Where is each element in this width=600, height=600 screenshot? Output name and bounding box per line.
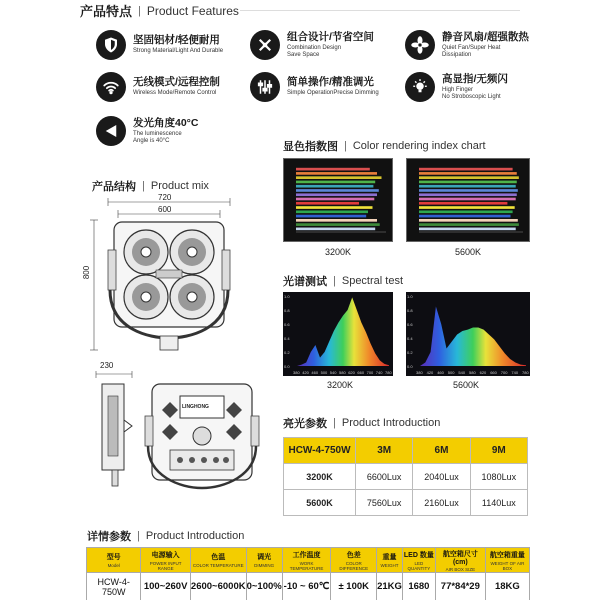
fixture-brand-label: LINGHONG — [182, 404, 209, 410]
cri-title-cn: 显色指数图 — [283, 141, 338, 153]
cri-bar — [419, 210, 513, 213]
slider-controls-icon — [250, 72, 280, 102]
cri-bar — [296, 193, 377, 196]
cri-caption-5600k: 5600K — [454, 247, 482, 257]
intro-distance: 3M — [356, 438, 413, 464]
intro-header — [283, 415, 440, 431]
cri-bar — [296, 210, 368, 213]
cri-bar — [419, 228, 516, 231]
spectral-ytick: 0.4 — [407, 336, 413, 341]
feature-design — [250, 30, 374, 60]
shield-icon — [96, 30, 126, 60]
spectral-title-sep: | — [333, 275, 336, 287]
intro-table — [283, 437, 528, 516]
spectral-xtick: 460 — [437, 370, 444, 375]
spectral-xtick: 420 — [426, 370, 434, 375]
intro-lux: 2160Lux — [413, 490, 470, 516]
feature-wireless-en: Wireless Mode/Remote Control — [133, 90, 217, 97]
spec-col-power: 电源输入 POWER INPUT RANGE — [141, 548, 191, 573]
intro-model: HCW-4-750W — [284, 438, 356, 464]
spec-col-color-temp: 色温 COLOR TEMPERATURE — [190, 548, 246, 573]
intro-temp: 5600K — [284, 490, 356, 516]
spectral-ytick: 0.0 — [407, 364, 413, 369]
cri-bar — [419, 172, 517, 175]
cri-bar — [296, 172, 377, 175]
features-rule — [240, 10, 520, 11]
cri-bar — [419, 215, 511, 218]
spec-val-model: HCW-4-750W — [87, 573, 141, 600]
spectral-ytick: 0.2 — [284, 350, 290, 355]
features-title-sep: | — [138, 4, 141, 17]
feature-fan — [405, 30, 529, 60]
spectral-title-cn: 光谱测试 — [283, 276, 327, 288]
feature-shield-en: Strong Material/Light And Durable — [133, 48, 224, 55]
cri-chart-3200k — [283, 158, 393, 242]
cri-bar — [296, 185, 373, 188]
fixture-side-view — [92, 370, 140, 490]
spectral-caption-3200k: 3200K — [326, 380, 354, 390]
spectral-chart-5600k — [406, 292, 530, 376]
cri-bar — [419, 219, 518, 222]
fixture-back-view — [140, 376, 265, 494]
structure-title-sep: | — [142, 180, 145, 192]
spectral-xtick: 780 — [522, 370, 529, 375]
feature-beam-angle-cn: 发光角度40°C — [133, 116, 199, 129]
spectral-xtick: 380 — [416, 370, 423, 375]
feature-fan-en: Quiet Fan/Super Heat Dissipation — [442, 45, 501, 58]
cri-bar — [296, 206, 373, 209]
cri-bar — [419, 185, 516, 188]
spec-header — [87, 528, 244, 544]
spectral-ytick: 1.0 — [407, 294, 413, 299]
spectral-xtick: 540 — [329, 370, 337, 375]
spec-title-en: Product Introduction — [145, 530, 245, 542]
intro-distance: 6M — [413, 438, 470, 464]
design-tools-icon — [250, 30, 280, 60]
spec-val-box-weight: 18KG — [485, 573, 529, 600]
intro-title-sep: | — [333, 417, 336, 429]
spectral-ytick: 0.8 — [284, 308, 290, 313]
spec-table-header — [87, 548, 530, 573]
spectral-xtick: 620 — [479, 370, 487, 375]
cri-title-en: Color rendering index chart — [352, 140, 486, 152]
cri-bar — [296, 176, 382, 179]
spectral-xtick: 700 — [366, 370, 374, 375]
cri-bar — [419, 168, 513, 171]
spectral-xtick: 460 — [311, 370, 319, 375]
feature-shield — [96, 30, 223, 60]
cri-header — [283, 138, 486, 154]
spectral-ytick: 0.6 — [284, 322, 290, 327]
spec-title-sep: | — [137, 530, 140, 542]
features-header — [80, 1, 239, 20]
feature-shield-cn: 坚固铝材/轻便耐用 — [133, 33, 220, 46]
cri-bar — [419, 198, 516, 201]
cri-bar — [296, 215, 366, 218]
cri-chart-3200k-svg — [284, 159, 392, 241]
cri-bar — [296, 223, 380, 226]
spec-col-weight: 重量 WEIGHT — [377, 548, 403, 573]
intro-lux: 1080Lux — [470, 464, 527, 490]
intro-lux: 7560Lux — [356, 490, 413, 516]
cri-bar — [419, 176, 519, 179]
spectral-header — [283, 273, 403, 289]
cri-bar — [296, 198, 374, 201]
cri-bar — [296, 202, 359, 205]
cri-title-sep: | — [344, 140, 347, 152]
spectral-title-en: Spectral test — [341, 275, 403, 287]
intro-table-header — [284, 438, 528, 464]
spectral-xtick: 780 — [385, 370, 392, 375]
feature-high-cri — [405, 72, 508, 102]
cri-bar — [419, 189, 518, 192]
spec-val-color-diff: ± 100K — [331, 573, 377, 600]
structure-title-en: Product mix — [150, 180, 209, 192]
spectral-ytick: 0.2 — [407, 350, 413, 355]
cri-bar — [296, 228, 375, 231]
feature-wireless-cn: 无线模式/远程控制 — [133, 75, 220, 88]
structure-title-cn: 产品结构 — [92, 181, 136, 193]
feature-dimming-cn: 简单操作/精准调光 — [287, 75, 374, 88]
feature-design-cn: 组合设计/节省空间 — [287, 30, 374, 43]
spectral-xtick: 660 — [357, 370, 365, 375]
spectral-xtick: 620 — [348, 370, 355, 375]
wireless-icon — [96, 72, 126, 102]
cri-bar — [419, 223, 519, 226]
spec-val-work-temp: -10 ~ 60℃ — [282, 573, 331, 600]
features-title-en: Product Features — [146, 3, 239, 18]
spectral-xtick: 740 — [375, 370, 383, 375]
spectral-ytick: 1.0 — [284, 294, 290, 299]
intro-title-en: Product Introduction — [341, 417, 441, 429]
spectral-xtick: 500 — [447, 370, 455, 375]
feature-high-cri-cn: 高显指/无频闪 — [442, 72, 508, 85]
cri-bar — [296, 219, 377, 222]
feature-wireless — [96, 72, 220, 102]
spectral-ytick: 0.6 — [407, 322, 413, 327]
spec-val-dimming: 0~100% — [246, 573, 282, 600]
spec-val-weight: 21KG — [377, 573, 403, 600]
spectral-xtick: 740 — [511, 370, 519, 375]
cri-bar — [419, 202, 507, 205]
cri-bar — [296, 168, 370, 171]
dim-width-outer: 720 — [158, 193, 172, 202]
spectral-xtick: 580 — [469, 370, 476, 375]
feature-dimming — [250, 72, 379, 102]
beam-angle-icon — [96, 116, 126, 146]
spectral-caption-5600k: 5600K — [452, 380, 480, 390]
feature-dimming-en: Simple OperationPrecise Dimming — [287, 90, 379, 97]
feature-beam-angle-en: The luminescence Angle is 40°C — [133, 131, 182, 144]
cri-bar — [419, 181, 517, 184]
spectral-xtick: 700 — [500, 370, 508, 375]
spec-val-box-size: 77*84*29 — [435, 573, 485, 600]
spectral-ytick: 0.8 — [407, 308, 413, 313]
dim-depth: 230 — [100, 361, 114, 370]
intro-row-3200k — [284, 464, 528, 490]
spectral-ytick: 0.0 — [284, 364, 290, 369]
dim-height: 800 — [82, 265, 92, 280]
spec-col-dimming: 调光 DIMMING — [246, 548, 282, 573]
spec-val-power: 100~260V — [141, 573, 191, 600]
spec-col-model: 型号 Model — [87, 548, 141, 573]
cri-caption-3200k: 3200K — [324, 247, 352, 257]
feature-high-cri-en: High Finger No Stroboscopic Light — [442, 87, 501, 100]
lightbulb-icon — [405, 72, 435, 102]
fixture-front-view — [80, 190, 260, 355]
spec-table — [86, 547, 530, 600]
spectral-xtick: 580 — [339, 370, 346, 375]
spec-val-led-qty: 1680 — [402, 573, 435, 600]
spectral-xtick: 660 — [490, 370, 497, 375]
spec-col-box-weight: 航空箱重量 WEIGHT OF AIR BOX — [485, 548, 529, 573]
intro-distance: 9M — [470, 438, 527, 464]
dim-width-inner: 600 — [158, 205, 172, 214]
spec-col-color-diff: 色差 COLOR DIFFERENCE — [331, 548, 377, 573]
cri-bar — [419, 206, 515, 209]
cri-bar — [296, 181, 375, 184]
intro-temp: 3200K — [284, 464, 356, 490]
cri-chart-5600k-svg — [407, 159, 529, 241]
spectral-chart-3200k — [283, 292, 393, 376]
spectral-xtick: 540 — [458, 370, 466, 375]
fan-icon — [405, 30, 435, 60]
intro-lux: 1140Lux — [470, 490, 527, 516]
features-title-cn: 产品特点 — [80, 4, 133, 19]
spec-title-cn: 详情参数 — [87, 531, 131, 543]
intro-lux: 2040Lux — [413, 464, 470, 490]
cri-chart-5600k — [406, 158, 530, 242]
intro-title-cn: 亮光参数 — [283, 418, 327, 430]
intro-row-5600k — [284, 490, 528, 516]
intro-lux: 6600Lux — [356, 464, 413, 490]
spectral-ytick: 0.4 — [284, 336, 290, 341]
cri-bar — [296, 189, 379, 192]
cri-bar — [419, 193, 517, 196]
spectral-xtick: 420 — [302, 370, 309, 375]
spec-col-box-size: 航空箱尺寸(cm) AIR BOX SIZE — [435, 548, 485, 573]
spec-table-values — [87, 573, 530, 600]
spec-val-color-temp: 2600~6000K — [190, 573, 246, 600]
spec-col-work-temp: 工作温度 WORK TEMPERATURE — [282, 548, 331, 573]
spec-col-led-qty: LED 数量 LED QUANTITY — [402, 548, 435, 573]
spectral-xtick: 380 — [293, 370, 300, 375]
feature-design-en: Combination Design Save Space — [287, 45, 342, 58]
feature-fan-cn: 静音风扇/超强散热 — [442, 30, 529, 43]
feature-beam-angle — [96, 116, 198, 146]
spectral-xtick: 500 — [320, 370, 328, 375]
